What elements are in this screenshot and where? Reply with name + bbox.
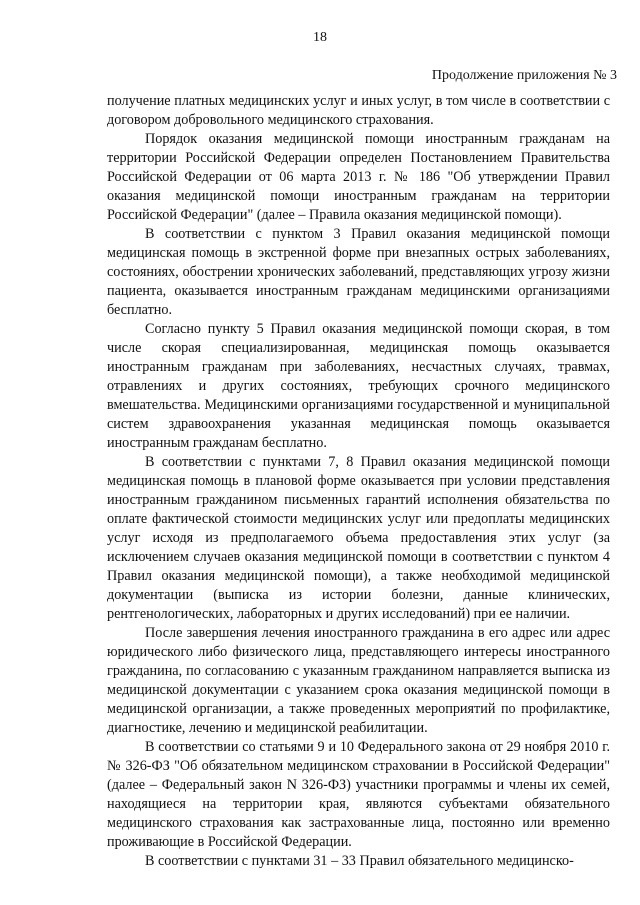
paragraph-3: В соответствии с пунктом 3 Правил оказания медицинской помощи медицинская помощь в экстренной форме при внезапных острых заболеваниях, состояниях, обострении хронических заболеваний, представляющих угрозу жизни пациента, оказывается иностранным гражданам медицинскими организациями бесплатно. bbox=[107, 226, 610, 318]
paragraph-5: В соответствии с пунктами 7, 8 Правил оказания медицинской помощи медицинская помощь в плановой форме оказывается при условии представления иностранным гражданином письменных гарантий исполнения обязательства по оплате фактической стоимости медицинских услуг или предоплаты медицинских услуг исходя из предполагаемого объема предоставления этих услуг (за исключением случаев оказания медицинской помощи в соответствии с пунктом 4 Правил оказания медицинской помощи), а также необходимой медицинской документации (выписка из истории болезни, данные клинических, рентгенологических, лабораторных и других исследований) при ее наличии. bbox=[107, 454, 610, 622]
page-number: 18 bbox=[313, 30, 327, 45]
document-body bbox=[107, 92, 610, 871]
paragraph-4: Согласно пункту 5 Правил оказания медицинской помощи скорая, в том числе скорая специализированная, медицинская помощь оказывается иностранным гражданам при заболеваниях, несчастных случаях, травмах, отравлениях и других состояниях, требующих срочного медицинского вмешательства. Медицинскими организациями государственной и муниципальной систем здравоохранения указанная медицинская помощь оказывается иностранным гражданам бесплатно. bbox=[107, 321, 610, 451]
paragraph-7: В соответствии со статьями 9 и 10 Федерального закона от 29 ноября 2010 г. № 326-ФЗ "Об обязательном медицинском страховании в Российской Федерации" (далее – Федеральный закон N 326-ФЗ) участники программы и члены их семей, находящиеся на территории края, являются субъектами обязательного медицинского страхования как застрахованные лица, постоянно или временно проживающие в Российской Федерации. bbox=[107, 739, 610, 850]
appendix-continuation-note: Продолжение приложения № 3 bbox=[431, 68, 617, 83]
paragraph-6: После завершения лечения иностранного гражданина в его адрес или адрес юридического либо физического лица, представляющего интересы иностранного гражданина, по согласованию с указанным гражданином направляется выписка из медицинской документации с указанием срока оказания медицинской помощи в медицинской организации, а также проведенных мероприятий по профилактике, диагностике, лечению и медицинской реабилитации. bbox=[107, 625, 610, 736]
paragraph-8: В соответствии с пунктами 31 – 33 Правил обязательного медицинско- bbox=[145, 853, 574, 869]
paragraph-1: получение платных медицинских услуг и иных услуг, в том числе в соответствии с договором добровольного медицинского страхования. bbox=[107, 93, 610, 128]
paragraph-2: Порядок оказания медицинской помощи иностранным гражданам на территории Российской Федерации определен Постановлением Правительства Российской Федерации от 06 марта 2013 г. № 186 "Об утверждении Правил оказания медицинской помощи иностранным гражданам на территории Российской Федерации" (далее – Правила оказания медицинской помощи). bbox=[107, 131, 610, 223]
